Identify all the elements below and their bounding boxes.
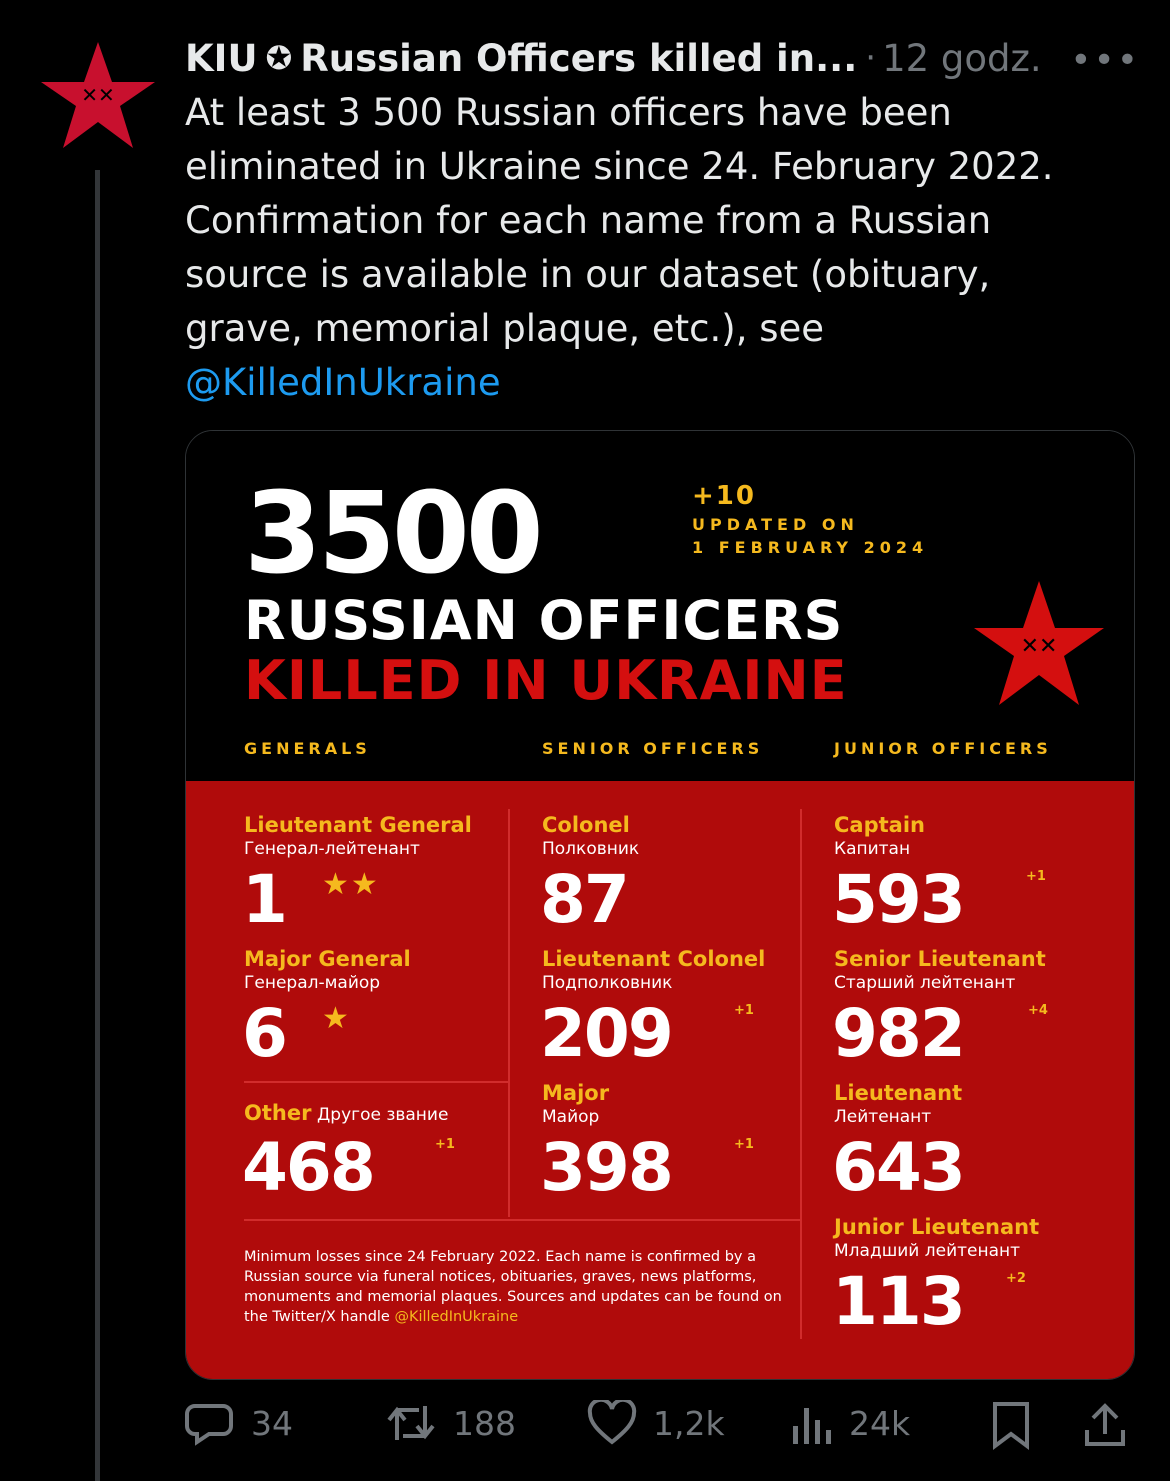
- views-button[interactable]: [789, 1400, 910, 1446]
- tweet-text: [185, 86, 1115, 410]
- updated-date: 1 FEBRUARY 2024: [692, 538, 929, 557]
- tweet-media-card[interactable]: [185, 430, 1135, 1380]
- svg-text:✕✕: ✕✕: [81, 83, 115, 107]
- plus-jr-lieutenant: +2: [1006, 1271, 1026, 1286]
- tweet-header: [185, 30, 1145, 86]
- count-lt-general: 1: [242, 861, 286, 938]
- divider: [508, 809, 510, 1217]
- rank-colonel: Colonel: [542, 813, 630, 837]
- plus-lt-colonel: +1: [734, 1003, 754, 1018]
- count-sr-lieutenant: 982: [832, 995, 964, 1072]
- heart-icon: [587, 1400, 637, 1446]
- column-head-junior: JUNIOR OFFICERS: [834, 739, 1052, 758]
- repost-icon: [385, 1400, 437, 1446]
- like-count: 1,2k: [653, 1403, 725, 1443]
- count-jr-lieutenant: 113: [832, 1263, 964, 1340]
- rank-sr-lieutenant-ru: Старший лейтенант: [834, 973, 1016, 993]
- rank-lt-general: Lieutenant General: [244, 813, 472, 837]
- star-icon: ★: [322, 1001, 351, 1036]
- thread-line: [95, 170, 100, 1481]
- count-colonel: 87: [540, 861, 628, 938]
- plus-other: +1: [435, 1137, 455, 1152]
- views-count: 24k: [849, 1403, 911, 1443]
- rank-lt-colonel-ru: Подполковник: [542, 973, 673, 993]
- tweet-body: At least 3 500 Russian officers have been eliminated in Ukraine since 24. February 2022. Confirmation for each name from a Russian source is available in our dataset (obituary, grave, memorial plaque, etc.), see: [185, 91, 1054, 350]
- update-info: [692, 481, 928, 557]
- avatar[interactable]: [38, 38, 158, 153]
- footnote-text: Minimum losses since 24 February 2022. Each name is confirmed by a Russian source via funeral notices, obituaries, graves, news platforms, monuments and memorial plaques. Sources and updates can be found on the Twitter/X handle: [244, 1249, 782, 1325]
- rank-sr-lieutenant: Senior Lieutenant: [834, 947, 1046, 971]
- count-lieutenant: 643: [832, 1129, 964, 1206]
- update-plus: +10: [692, 481, 756, 511]
- rank-lt-general-ru: Генерал-лейтенант: [244, 839, 420, 859]
- rank-major-ru: Майор: [542, 1107, 600, 1127]
- rank-lieutenant: Lieutenant: [834, 1081, 963, 1105]
- column-head-generals: GENERALS: [244, 739, 371, 758]
- verified-icon: ✪: [265, 39, 293, 77]
- count-lt-colonel: 209: [540, 995, 672, 1072]
- bookmark-button[interactable]: [991, 1400, 1047, 1450]
- count-maj-general: 6: [242, 995, 286, 1072]
- card-header-area: [186, 431, 1134, 781]
- author-name-suffix[interactable]: Russian Officers killed in...: [300, 36, 858, 80]
- tweet-actions: [185, 1400, 1135, 1456]
- rank-maj-general-ru: Генерал-майор: [244, 973, 381, 993]
- separator-dot: ·: [865, 38, 877, 78]
- rank-maj-general: Major General: [244, 947, 411, 971]
- two-stars-icon: ★★: [322, 867, 380, 902]
- like-button[interactable]: [587, 1400, 725, 1446]
- repost-count: 188: [453, 1403, 516, 1443]
- red-star-logo: [972, 579, 1106, 709]
- bookmark-icon: [991, 1400, 1031, 1450]
- rank-captain-ru: Капитан: [834, 839, 911, 859]
- rank-lt-colonel: Lieutenant Colonel: [542, 947, 766, 971]
- views-icon: [789, 1400, 833, 1446]
- rank-lieutenant-ru: Лейтенант: [834, 1107, 932, 1127]
- divider: [244, 1219, 800, 1221]
- repost-button[interactable]: [385, 1400, 516, 1446]
- divider: [244, 1081, 508, 1083]
- count-captain: 593: [832, 861, 964, 938]
- share-button[interactable]: [1083, 1400, 1143, 1450]
- count-other: 468: [242, 1129, 374, 1206]
- share-icon: [1083, 1400, 1127, 1450]
- column-head-senior: SENIOR OFFICERS: [542, 739, 764, 758]
- reply-button[interactable]: [185, 1400, 293, 1446]
- reply-icon: [185, 1400, 235, 1446]
- rank-other-ru: Другое звание: [317, 1105, 449, 1125]
- rank-captain: Captain: [834, 813, 925, 837]
- card-title-line2: KILLED IN UKRAINE: [244, 649, 848, 712]
- footnote: [244, 1247, 784, 1327]
- plus-major: +1: [734, 1137, 754, 1152]
- plus-sr-lieutenant: +4: [1028, 1003, 1048, 1018]
- card-title-line1: RUSSIAN OFFICERS: [244, 589, 844, 652]
- footnote-handle: @KilledInUkraine: [394, 1309, 519, 1325]
- plus-captain: +1: [1026, 869, 1046, 884]
- mention-link[interactable]: @KilledInUkraine: [185, 361, 501, 404]
- rank-jr-lieutenant-ru: Младший лейтенант: [834, 1241, 1021, 1261]
- rank-colonel-ru: Полковник: [542, 839, 640, 859]
- author-name[interactable]: KIU: [185, 36, 258, 80]
- updated-on-label: UPDATED ON: [692, 515, 859, 534]
- divider: [800, 809, 802, 1339]
- more-options-icon[interactable]: •••: [1070, 40, 1140, 81]
- tweet-time[interactable]: 12 godz.: [882, 36, 1042, 80]
- rank-jr-lieutenant: Junior Lieutenant: [834, 1215, 1040, 1239]
- rank-other: Other: [244, 1101, 312, 1125]
- count-major: 398: [540, 1129, 672, 1206]
- total-count: 3500: [244, 469, 540, 599]
- reply-count: 34: [251, 1403, 293, 1443]
- rank-major: Major: [542, 1081, 610, 1105]
- svg-text:✕✕: ✕✕: [1020, 634, 1058, 659]
